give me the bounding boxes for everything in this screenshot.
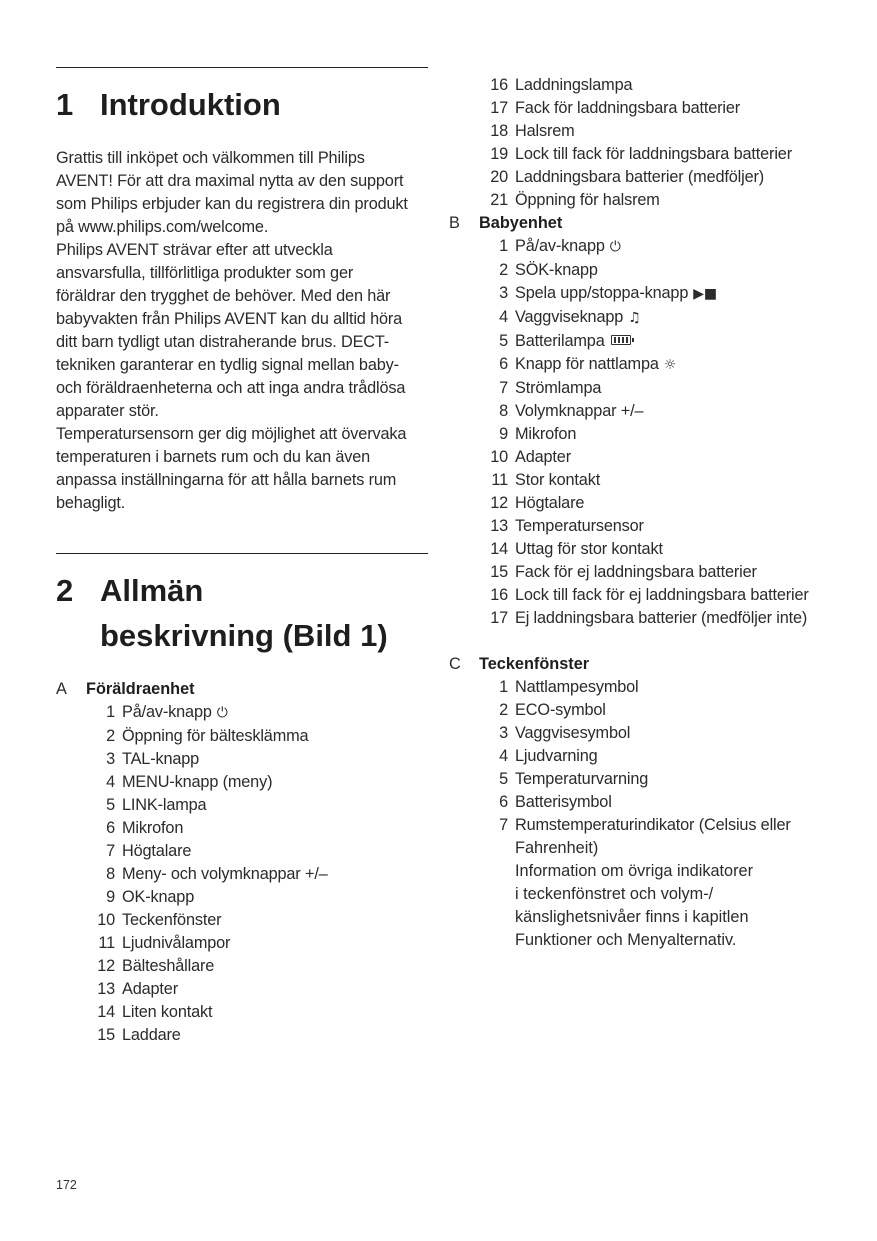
group-c: [449, 653, 829, 952]
intro-line: AVENT! För att dra maximal nytta av den support: [56, 172, 404, 190]
list-item: 16 Laddningslampa: [490, 76, 633, 94]
list-item: 15 Laddare: [97, 1026, 181, 1044]
list-item: 12 Bälteshållare: [97, 957, 215, 975]
section2-title-line1: Allmän: [100, 573, 204, 608]
intro-line: anpassa inställningarna för att hålla barnets rum: [56, 471, 397, 489]
list-item: 3 Spela upp/stoppa-knapp ▶■: [499, 284, 717, 302]
note-line: i teckenfönstret och volym-/: [515, 885, 714, 903]
list-item: 5 Batterilampa: [449, 330, 829, 353]
section2-title-line2: beskrivning (Bild 1): [100, 618, 388, 653]
list-item: 9 OK-knapp: [106, 888, 195, 906]
list-item: 6 Batterisymbol: [499, 793, 612, 811]
list-item: 8 Meny- och volymknappar +/–: [106, 865, 328, 883]
list-item: 19 Lock till fack för laddningsbara batterier: [490, 145, 792, 163]
group-c-title: Teckenfönster: [479, 655, 590, 673]
group-b: [449, 212, 829, 630]
group-c-letter: C: [449, 655, 461, 673]
list-item: 12 Högtalare: [490, 494, 585, 512]
list-item: 2 ECO-symbol: [499, 701, 606, 719]
group-c-heading: [449, 653, 829, 676]
nightlight-icon: ☼: [663, 357, 677, 373]
list-item: 11 Stor kontakt: [491, 471, 601, 489]
group-a-letter: A: [56, 680, 67, 698]
group-b-heading: [449, 212, 829, 235]
list-item: 17 Fack för laddningsbara batterier: [490, 99, 741, 117]
list-item: 4 MENU-knapp (meny): [106, 773, 273, 791]
list-item: 6 Mikrofon: [106, 819, 184, 837]
page-number: 172: [56, 1178, 77, 1192]
intro-line: som Philips erbjuder kan du registrera din produkt: [56, 195, 408, 213]
section1-number: 1: [56, 87, 74, 122]
group-b-letter: B: [449, 214, 460, 232]
intro-line: på www.philips.com/welcome.: [56, 218, 269, 236]
note-line: Information om övriga indikatorer: [515, 862, 753, 880]
play-stop-icon: ▶■: [693, 286, 717, 302]
intro-line: föräldrar den trygghet de behöver. Med den här: [56, 287, 391, 305]
intro-line: ansvarsfulla, tillförlitliga produkter som ger: [56, 264, 354, 282]
list-item: 6 Knapp för nattlampa ☼: [499, 355, 677, 373]
list-item: 18 Halsrem: [490, 122, 575, 140]
group-a-continued: [449, 74, 829, 212]
intro-line: Grattis till inköpet och välkommen till Philips: [56, 149, 365, 167]
list-item: 16 Lock till fack för ej laddningsbara batterier: [490, 586, 809, 604]
section1-heading: [56, 82, 428, 127]
list-item: 2 Öppning för bältesklämma: [106, 727, 309, 745]
list-item: 15 Fack för ej laddningsbara batterier: [490, 563, 757, 581]
note-line: känslighetsnivåer finns i kapitlen: [515, 908, 749, 926]
left-column: [56, 67, 428, 1047]
intro-line: ditt barn tydligt utan distraherande brus. DECT-: [56, 333, 390, 351]
list-item: 1 På/av-knapp ⏻: [499, 237, 621, 255]
intro-line: apparater stör.: [56, 402, 159, 420]
intro-paragraph: [56, 147, 428, 515]
list-item: 4 Vaggviseknapp ♫: [499, 308, 641, 326]
list-item: 7 Strömlampa: [499, 379, 602, 397]
list-item: 4 Ljudvarning: [499, 747, 598, 765]
right-column: [449, 74, 829, 952]
intro-line: tekniken garanterar en tydlig signal mellan baby-: [56, 356, 399, 374]
group-b-title: Babyenhet: [479, 214, 563, 232]
section2-rule: [56, 553, 428, 554]
battery-icon: [611, 335, 631, 345]
intro-line: babyvakten från Philips AVENT kan du alltid höra: [56, 310, 403, 328]
group-c-note: [449, 837, 829, 952]
list-item: 2 SÖK-knapp: [499, 261, 598, 279]
list-item: 17 Ej laddningsbara batterier (medföljer inte): [490, 609, 808, 627]
section2-heading: [56, 568, 428, 658]
music-note-icon: ♫: [628, 310, 641, 326]
list-item: 13 Adapter: [97, 980, 178, 998]
section2-number: 2: [56, 573, 74, 608]
list-item: 10 Teckenfönster: [97, 911, 222, 929]
list-item: 5 LINK-lampa: [106, 796, 207, 814]
group-a-title: Föräldraenhet: [86, 680, 195, 698]
list-item: 1 På/av-knapp ⏻: [106, 703, 228, 721]
group-a-heading: [56, 678, 428, 701]
item-continuation: Fahrenheit): [515, 839, 599, 857]
list-item: 11 Ljudnivålampor: [98, 934, 231, 952]
power-icon: ⏻: [609, 239, 621, 255]
list-item: 3 TAL-knapp: [106, 750, 200, 768]
list-item: 3 Vaggvisesymbol: [499, 724, 631, 742]
intro-line: Philips AVENT strävar efter att utveckla: [56, 241, 333, 259]
power-icon: ⏻: [216, 705, 228, 721]
section2-title: [100, 568, 428, 658]
list-item: 14 Uttag för stor kontakt: [490, 540, 663, 558]
group-a: [56, 678, 428, 1047]
list-item: 5 Temperaturvarning: [499, 770, 649, 788]
list-item: 14 Liten kontakt: [97, 1003, 213, 1021]
intro-line: och föräldraenheterna och att inga andra trådlösa: [56, 379, 406, 397]
intro-line: Temperatursensorn ger dig möjlighet att övervaka: [56, 425, 407, 443]
list-item: 21 Öppning för halsrem: [490, 191, 660, 209]
section1-title: Introduktion: [100, 87, 281, 122]
list-item: 7 Rumstemperaturindikator (Celsius eller: [499, 816, 791, 834]
section1-rule: [56, 67, 428, 68]
list-item: 1 Nattlampesymbol: [499, 678, 639, 696]
list-item: 20 Laddningsbara batterier (medföljer): [490, 168, 765, 186]
list-item: 8 Volymknappar +/–: [499, 402, 644, 420]
intro-line: temperaturen i barnets rum och du kan även: [56, 448, 371, 466]
list-item: 13 Temperatursensor: [490, 517, 644, 535]
intro-line: behagligt.: [56, 494, 126, 512]
list-item: 10 Adapter: [490, 448, 571, 466]
list-item: 9 Mikrofon: [499, 425, 577, 443]
list-item: 7 Högtalare: [106, 842, 192, 860]
note-line: Funktioner och Menyalternativ.: [515, 931, 737, 949]
